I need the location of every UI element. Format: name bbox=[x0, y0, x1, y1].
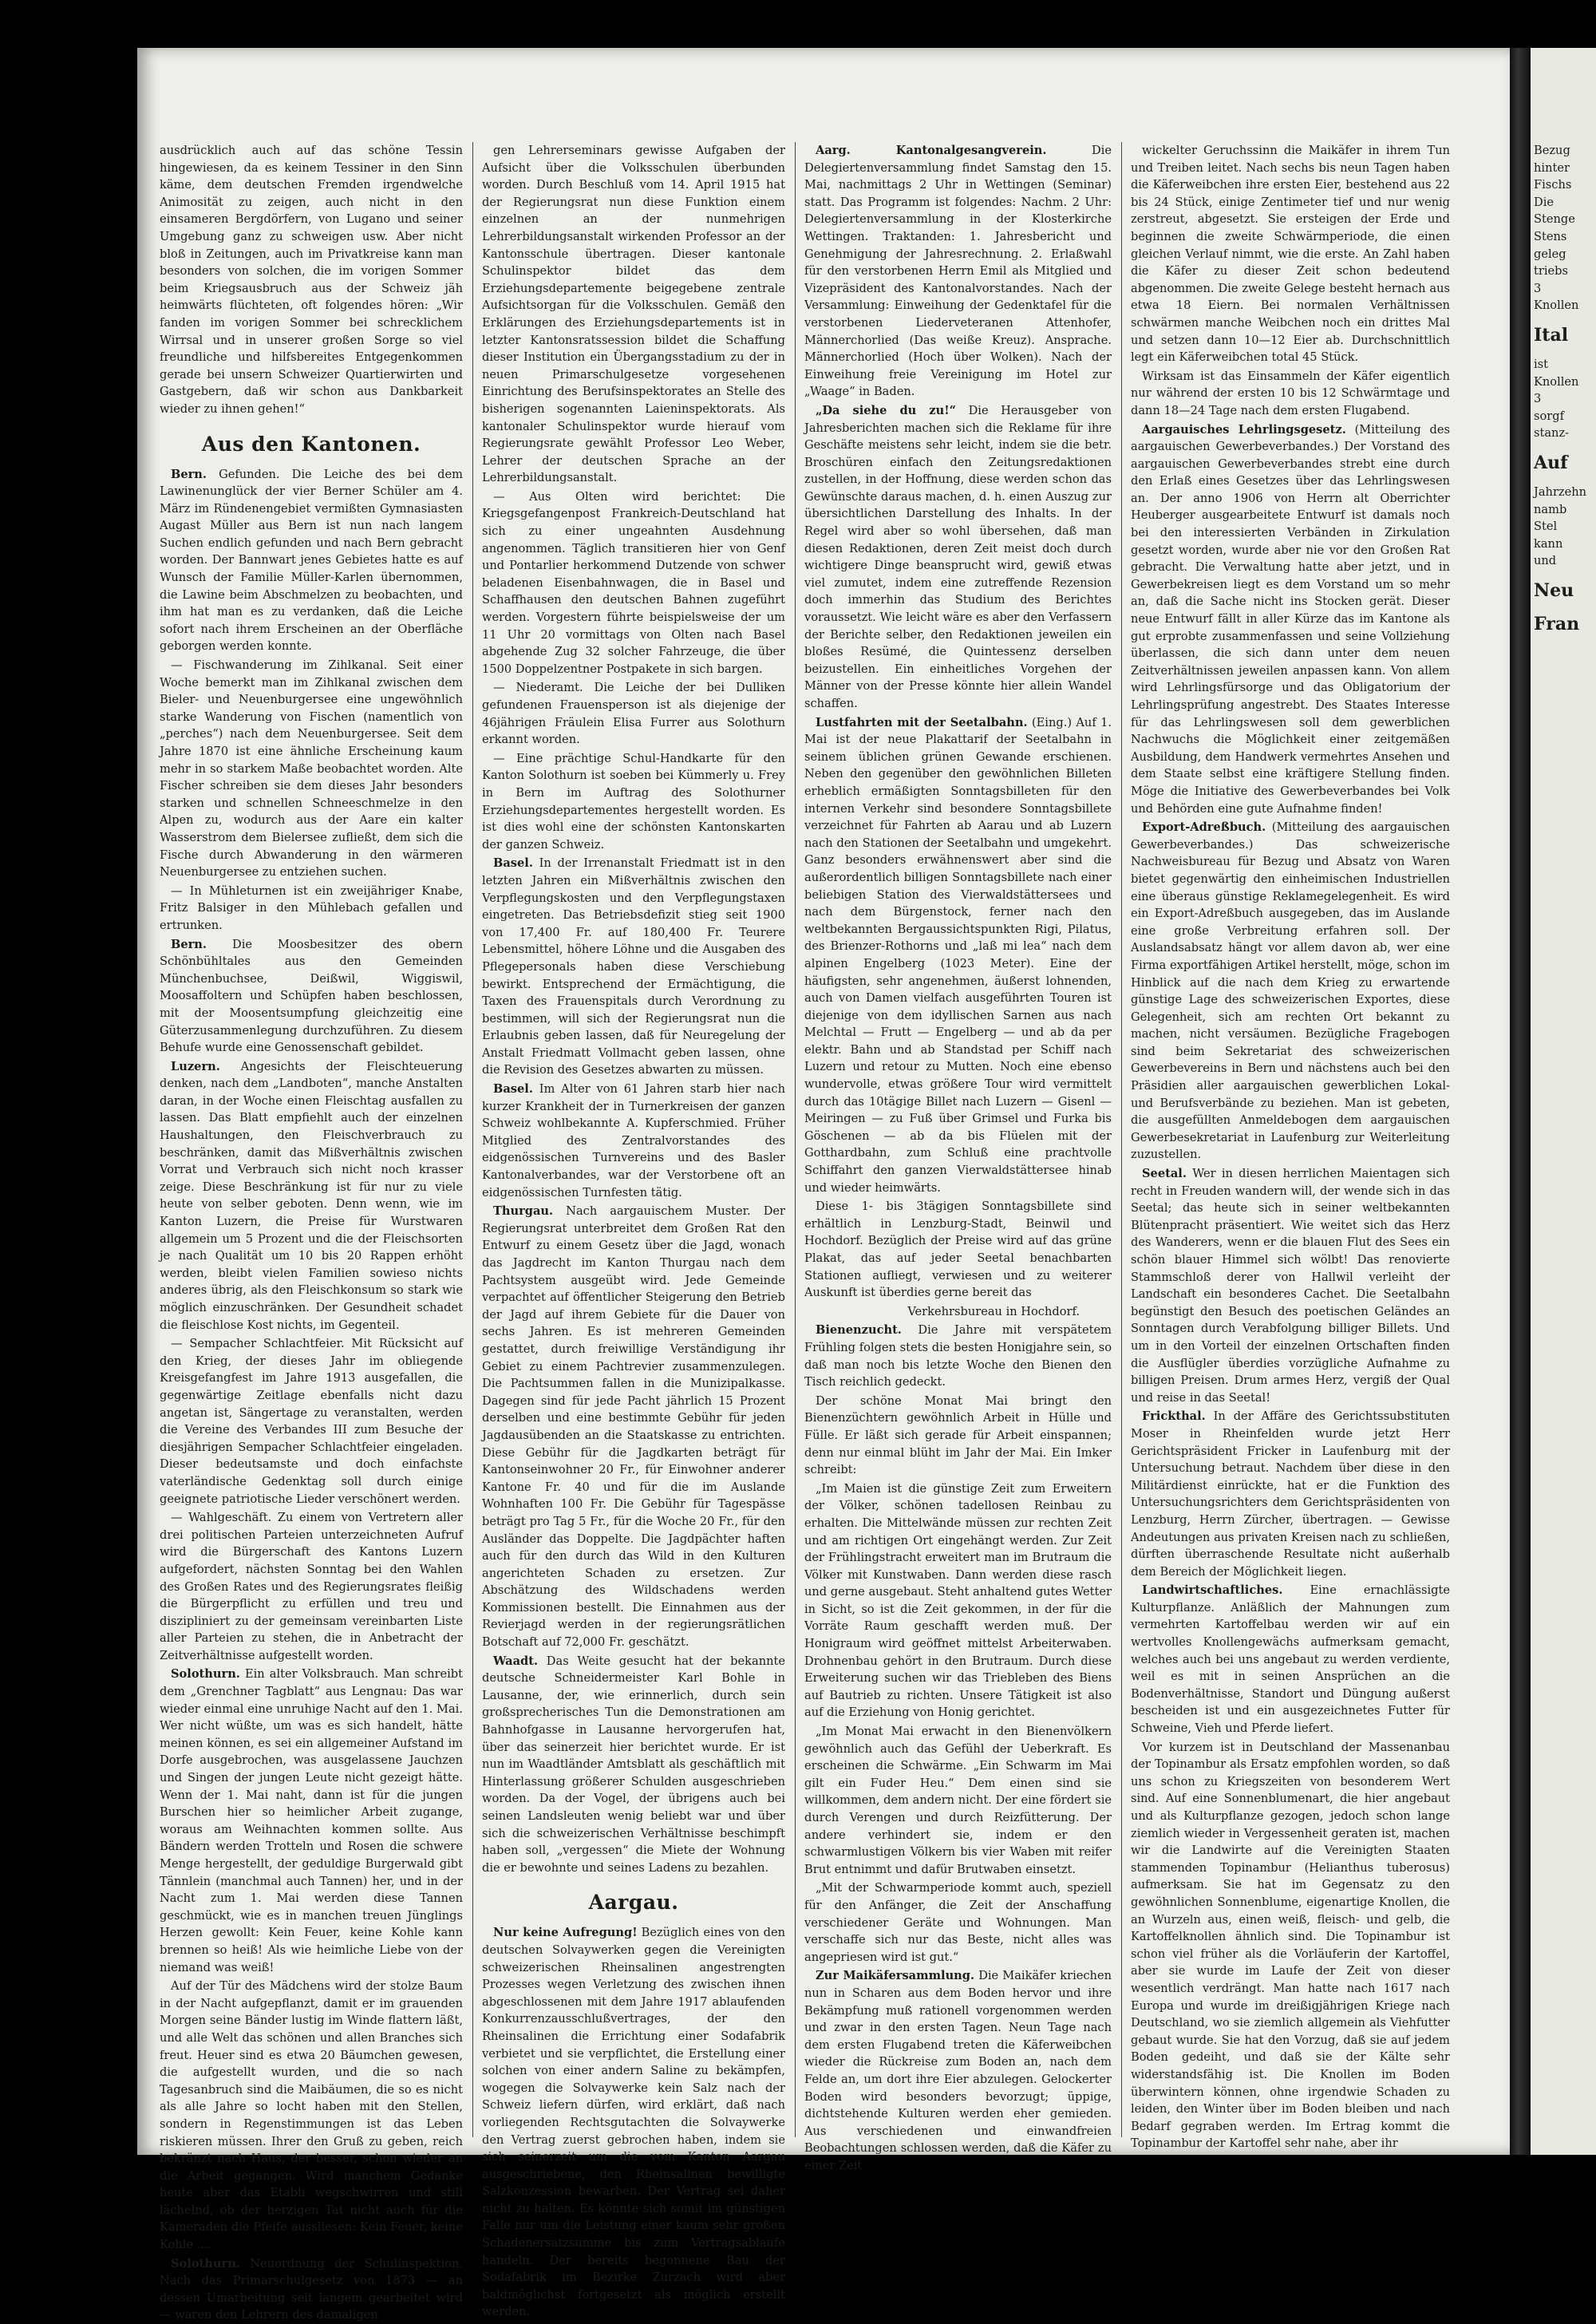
article-text: Vor kurzem ist in Deutschland der Massenanbau der Topinambur als Ersatz empfohlen worden, so daß uns schon zu Kriegszeiten von besonderem Wert sind. Auf eine Sonnenblumenart, die hier angebaut und als Kulturpflanze gezogen, jedoch schon lange ziemlich wieder in Vergessenheit geraten ist, machen wir die Landwirte auf die Vereinigten Staaten stammenden Topinambur (Helianthus tuberosus) aufmerksam. Sie hat im Gegensatz zu den gewöhnlichen Sonnenblume, eigenartige Knollen, die an Wurzeln aus, einen weiß, fleisch- und gelb, die Kartoffelknollen ähnlich sind. Die Topinambur ist schon viel früher als die Vorläuferin der Kartoffel, aber sie wurde im Laufe der Zeit von dieser wesentlich verdrängt. Man hatte nach 1617 nach Europa und wurde im dreißigjährigen Kriege nach Deutschland, wo sie ziemlich allgemein als Viehfutter gebaut wurde. Sie hat den Vorzug, daß sie auf jedem Boden gedeiht, und daß sie der Kälte sehr widerstandsfähig ist. Die Knollen im Boden überwintern können, ohne irgendwie Schaden zu leiden, den Winter über im Boden bleiben und nach Bedarf gegraben werden. Im Ertrag kommt die Topinambur der Kartoffel sehr nahe, aber ihr bbox=[1131, 1741, 1450, 2151]
article-paragraph bbox=[160, 466, 463, 656]
article-lead: Bern. bbox=[171, 468, 207, 481]
scan-left-margin bbox=[0, 0, 137, 2186]
article-paragraph bbox=[804, 1393, 1112, 1479]
article-text: Verkehrsbureau in Hochdorf. bbox=[907, 1305, 1080, 1318]
article-text: Wirksam ist das Einsammeln der Käfer eigentlich nur während der ersten 10 bis 12 Schwärmtage und dann 18—24 Tage nach dem ersten Flugabend. bbox=[1131, 370, 1450, 417]
article-text: — Wahlgeschäft. Zu einem von Vertretern aller drei politischen Parteien unterzeichneten Aufruf wird die Bürgerschaft des Kantons Luzern aufgefordert, nächsten Sonntag bei den Wahlen des Großen Rates und des Regierungsrates fleißig die Bürgerpflicht zu erfüllen und treu und diszipliniert zu der gemeinsam vereinbarten Liste aller Parteien zu stehen, die in Anbetracht der Zeitverhältnisse aufgestellt worden. bbox=[160, 1511, 463, 1662]
article-lead: Waadt. bbox=[493, 1654, 538, 1668]
section-title-text: Aargau. bbox=[482, 1891, 785, 1915]
article-paragraph bbox=[804, 714, 1112, 1197]
article-lead: Seetal. bbox=[1142, 1167, 1187, 1180]
article-paragraph bbox=[804, 1480, 1112, 1721]
article-text: In der Irrenanstalt Friedmatt ist in den letzten Jahren ein Mißverhältnis zwischen den Verpflegungskosten und den Verpflegungstaxen eingetreten. Das Betriebsdefizit stieg seit 1900 von 17,400 Fr. auf 180,400 Fr. Teurere Lebensmittel, höhere Löhne und die Ausgaben des Pflegepersonals haben diese Verschiebung bewirkt. Entsprechend der Ermächtigung, die Taxen des Frauenspitals durch Verordnung zu bestimmen, will sich der Regierungsrat nun die Erlaubnis geben lassen, daß für Neuregelung der Anstalt Friedmatt Vollmacht geben lassen, ohne die Revision des Gesetzes abwarten zu müssen. bbox=[482, 856, 785, 1077]
article-text: Die Maikäfer kriechen nun in Scharen aus dem Boden hervor und ihre Bekämpfung muß rationell vorgenommen werden und zwar in den ersten Tagen. Neun Tage nach dem ersten Flugabend treten die Käferweibchen wieder die Rückreise zum Boden an, nach dem Felde an, um dort ihre Eier abzulegen. Gelockerter Boden wird besonders bevorzugt; üppige, dichtstehende Kulturen werden eher gemieden. Aus verschiedenen und einwandfreien Beobachtungen schlossen werden, daß die Käfer zu einer Zeit bbox=[804, 1969, 1112, 2172]
adjacent-text-fragment: Die bbox=[1534, 194, 1596, 211]
article-paragraph bbox=[160, 1509, 463, 1664]
adjacent-text-fragment: hinter bbox=[1534, 160, 1596, 177]
article-lead: Lustfahrten mit der Seetalbahn. bbox=[816, 716, 1028, 729]
article-paragraph bbox=[482, 1081, 785, 1201]
article-paragraph bbox=[482, 750, 785, 854]
section-title-aargau bbox=[482, 1891, 785, 1915]
adjacent-text-fragment: ist bbox=[1534, 356, 1596, 374]
article-lead: Solothurn. bbox=[171, 1667, 240, 1681]
adjacent-text-fragment: Stenge bbox=[1534, 211, 1596, 228]
adjacent-text-fragment: 3 bbox=[1534, 390, 1596, 408]
article-paragraph bbox=[804, 1303, 1112, 1321]
article-paragraph bbox=[804, 1198, 1112, 1302]
article-text: — Aus Olten wird berichtet: Die Kriegsgefangenpost Frankreich-Deutschland hat sich zu einer ungeahnten Ausdehnung angenommen. Täglich transitieren hier von Genf und Pontarlier herkommend Dutzende von schwer beladenen Eisenbahnwagen, die in Basel und Schaffhausen den deutschen Bahnen zugeführt werden. Vorgestern führte beispielsweise der um 11 Uhr 20 vormittags von Olten nach Basel abgehende Zug 32 solcher Fahrzeuge, die über 1500 Doppelzentner Postpakete in sich bargen. bbox=[482, 490, 785, 676]
article-text: — Niederamt. Die Leiche der bei Dulliken gefundenen Frauensperson ist als diejenige der 46jährigen Fräulein Elisa Furrer aus Solothurn erkannt worden. bbox=[482, 681, 785, 746]
article-text: wickelter Geruchssinn die Maikäfer in ihrem Tun und Treiben leitet. Nach sechs bis neun Tagen haben die Käferweibchen ihre ersten Eier, bestehend aus 22 bis 24 Stück, einige Zentimeter tief und nur wenig zerstreut, abgesetzt. Sie ersteigen der Erde und beginnen die zweite Schwärmperiode, die einen gleichen Verlauf nimmt, wie die erste. An Zahl haben die Käfer zu dieser Zeit schon bedeutend abgenommen. Die zweite Gelege besteht hernach aus etwa 18 Eiern. Bei normalen Verhältnissen schwärmen manche Weibchen noch ein drittes Mal und setzen dann 10—12 Eier ab. Durchschnittlich legt ein Käferweibchen total 45 Stück. bbox=[1131, 144, 1450, 364]
section-title-aus-den-kantonen bbox=[160, 433, 463, 457]
article-text: — Eine prächtige Schul-Handkarte für den Kanton Solothurn ist soeben bei Kümmerly u. Frey in Bern im Auftrag des Solothurner Erziehungsdepartementes hergestellt worden. Es ist dies wohl eine der schönsten Kantonskarten der ganzen Schweiz. bbox=[482, 752, 785, 852]
article-lead: Solothurn. bbox=[171, 2257, 240, 2271]
article-lead: Frickthal. bbox=[1142, 1409, 1206, 1423]
article-text: Neuordnung der Schulinspektion. Nach das Primarschulgesetz von 1873 — an dessen Umarbeitung seit langem gearbeitet wird — waren den Lehrern des damaligen bbox=[160, 2257, 463, 2322]
article-paragraph bbox=[482, 1653, 785, 1877]
article-text: Eine ernachlässigte Kulturpflanze. Anläßlich der Mahnungen zum vermehrten Kartoffelbau werden wir auf ein wertvolles Knollengewächs aufmerksam gemacht, welches auch bei uns angebaut zu werden verdiente, weil es mit in seinen Ansprüchen an die Bodenverhältnisse, Standort und Düngung außerst bescheiden ist und ein ausgezeichnetes Futter für Schweine, Vieh und Pferde liefert. bbox=[1131, 1583, 1450, 1735]
column-rule-3 bbox=[1121, 142, 1122, 2137]
article-text: (Mitteilung des aargauischen Gewerbeverbandes.) Der Vorstand des aargauischen Gewerbeverbandes strebt eine durch den Erlaß eines Gesetzes über das Lehrlingswesen an. Der anno 1906 von Herrn alt Oberrichter Heuberger ausgearbeitete Entwurf ist damals noch bei den interessierten Verbänden in Zirkulation gesetzt worden, wurde aber nie vor den Großen Rat gebracht. Die Verwaltung hatte aber jetzt, und in Gewerbekreisen liegt es dem Vorstand um so mehr an, daß die Sache nicht ins Stocken gerät. Dieser neue Entwurf fällt in aller Kürze das im Kantone als gut erprobte zusammenfassen und seine Vollziehung überlassen, die sich dann unter dem neuen Zeitverhältnissen jeweilen anpassen kann. Von allem wird Lehrlingsfürsorge und das Obligatorium der Lehrlingsprüfung angestrebt. Des Staates Interesse für das Lehrlingswesen soll dem gewerblichen Nachwuchs die Möglichkeit einer zeitgemäßen Ausbildung, dem Handwerk vermehrtes Ansehen und dem Staate selbst eine kräftigere Stellung finden. Möge die Initiative des Gewerbeverbandes bei Volk und Behörden eine gute Aufnahme finden! bbox=[1131, 423, 1450, 816]
article-paragraph bbox=[1131, 819, 1450, 1164]
adjacent-heading-fragment: Auf bbox=[1534, 450, 1596, 476]
article-text: „Im Maien ist die günstige Zeit zum Erweitern der Völker, schönen tadellosen Reinbau zu erhalten. Die Mittelwände müssen zur rechten Zeit und am richtigen Ort eingehängt werden. Zur Zeit der Frühlingstracht erweitert man im Brutraum die Völker mit Kunstwaben. Dann werden diese rasch und gerne ausgebaut. Steht anhaltend gutes Wetter in Sicht, so ist die Zeit gekommen, in der für die Vorräte Raum geschafft werden muß. Der Honigraum wird geöffnet mittelst Arbeiterwaben. Drohnenbau gehört in den Brutraum. Durch diese Erweiterung suchen wir das Triebleben des Biens auf Bautrieb zu richten. Unsere Tätigkeit ist also auf die Erziehung von Honig gerichtet. bbox=[804, 1482, 1112, 1720]
article-paragraph bbox=[160, 2255, 463, 2324]
article-paragraph bbox=[1131, 1582, 1450, 1737]
article-lead: Basel. bbox=[493, 856, 533, 870]
adjacent-text-fragment: Fischs bbox=[1534, 176, 1596, 194]
article-paragraph bbox=[804, 402, 1112, 713]
article-text: „Mit der Schwarmperiode kommt auch, speziell für den Anfänger, die Zeit der Anschaffung verschiedener Geräte und Wohnungen. Man verschaffe sich nur das Beste, nicht alles was angepriesen wird ist gut.“ bbox=[804, 1881, 1112, 1963]
article-text: (Mitteilung des aargauischen Gewerbeverbandes.) Das schweizerische Nachweisbureau für Bezug und Absatz von Waren bietet gegenwärtig den einheimischen Industriellen eine überaus günstige Reklamegelegenheit. Es wird ein Export-Adreßbuch ausgegeben, das im Auslande eine große Verbreitung erfahren soll. Der Auslandsabsatz hängt vor allem davon ab, wer eine Firma exportfähigen Artikel herstellt, möge, schon im Hinblick auf die nach dem Krieg zu erwartende günstige Lage des schweizerischen Exportes, diese Gelegenheit, sich am rechten Ort bekannt zu machen, nicht versäumen. Bezügliche Fragebogen sind beim Sekretariat des schweizerischen Gewerbevereins in Bern und nächstens auch bei den Präsidien aller aargauischen gewerblichen Lokal- und Berufsverbände zu beziehen. Man ist gebeten, die ausgefüllten Anmeldebogen dem aargauischen Gewerbesekretariat in Laufenburg zur Weiterleitung zuzustellen. bbox=[1131, 820, 1450, 1161]
article-paragraph bbox=[1131, 1165, 1450, 1406]
adjacent-text-fragment: namb bbox=[1534, 501, 1596, 519]
column-rule-2 bbox=[795, 142, 796, 2137]
article-paragraph bbox=[482, 679, 785, 748]
article-paragraph bbox=[804, 1723, 1112, 1878]
col4-articles bbox=[1131, 142, 1450, 2152]
adjacent-text-fragment: geleg bbox=[1534, 246, 1596, 263]
col1-articles bbox=[160, 466, 463, 2324]
col2-articles bbox=[482, 142, 785, 1876]
article-paragraph bbox=[1131, 421, 1450, 818]
article-text: Nach aargauischem Muster. Der Regierungsrat unterbreitet dem Großen Rat den Entwurf zu einem Gesetz über die Jagd, wonach das Jagdrecht im Kanton Thurgau nach dem Pachtsystem ausgeübt wird. Jede Gemeinde verpachtet auf öffentlicher Steigerung den Betrieb der Jagd auf ihrem Gebiete für die Dauer von sechs Jahren. Es ist mehreren Gemeinden gestattet, durch freiwillige Verständigung ihr Gebiet zu einem Pachtrevier zusammenzulegen. Die Pachtsummen fallen in die Munizipalkasse. Dagegen sind für jede Pacht jährlich 15 Prozent derselben und eine bestimmte Gebühr für jeden Jagdausübenden an die Staatskasse zu entrichten. Diese Gebühr für die Jagdkarten beträgt für Kantonseinwohner 20 Fr., für Einwohner anderer Kantone Fr. 40 und für die im Auslande Wohnhaften 100 Fr. Die Gebühr für Tagespässe beträgt pro Tag 5 Fr., für die Woche 20 Fr., für den Ausländer das Doppelte. Die Jagdpächter haften auch für den durch das Wild in den Kulturen angerichteten Schaden zu ersetzen. Zur Abschätzung des Wildschadens werden Kommissionen bestellt. Die Einnahmen aus der Revierjagd werden in der regierungsrätlichen Botschaft auf 72,000 Fr. geschätzt. bbox=[482, 1204, 785, 1649]
article-text: Der schöne Monat Mai bringt den Bienenzüchtern gewöhnlich Arbeit in Hülle und Fülle. Er läßt sich gerade für Arbeit einspannen; denn nur einmal blüht im Jahr der Mai. Ein Imker schreibt: bbox=[804, 1394, 1112, 1476]
article-text: „Im Monat Mai erwacht in den Bienenvölkern gewöhnlich auch das Gefühl der Ueberkraft. Es erscheinen die Schwärme. „Ein Schwarm im Mai gilt ein Fuder Heu.“ Dem einen sind sie willkommen, dem andern nicht. Der eine fördert sie durch Verengen und durch Reizfütterung. Der andere verhindert sie, indem er den schwarmlustigen Völkern bis vier Waben mit reifer Brut entnimmt und dafür Brutwaben einsetzt. bbox=[804, 1725, 1112, 1876]
adjacent-text-fragment: 3 bbox=[1534, 280, 1596, 298]
article-paragraph bbox=[160, 936, 463, 1057]
article-lead: Thurgau. bbox=[493, 1204, 553, 1218]
article-lead: Bienenzucht. bbox=[816, 1323, 902, 1337]
article-lead: Basel. bbox=[493, 1082, 533, 1096]
col2-aargau-articles bbox=[482, 1924, 785, 2321]
article-text: Diese 1- bis 3tägigen Sonntagsbillete sind erhältlich in Lenzburg-Stadt, Beinwil und Hochdorf. Bezüglich der Preise wird auf das grüne Plakat, das auf jeder Seetal benachbarten Stationen aufliegt, verwiesen und zu weiterer Auskunft ist überdies gerne bereit das bbox=[804, 1200, 1112, 1299]
adjacent-text-fragment: Bezug bbox=[1534, 142, 1596, 160]
article-paragraph bbox=[482, 1924, 785, 2321]
article-paragraph bbox=[160, 1666, 463, 1976]
article-text: gen Lehrerseminars gewisse Aufgaben der Aufsicht über die Volksschulen überbunden worden. Durch Beschluß vom 14. April 1915 hat der Regierungsrat nun diese Funktion einem einzelnen an der nunmehrigen Lehrerbildungsanstalt wirkenden Professor an der Kantonsschule übertragen. Dieser kantonale Schulinspektor bildet das dem Erziehungsdepartemente beigegebene zentrale Aufsichtsorgan für die Volksschulen. Gemäß den Erklärungen des Erziehungsdepartements ist in letzter Kantonsratssession bildet die Schaffung dieser Institution ein Übergangsstadium zu der in neuen Primarschulgesetze vorgesehenen Einrichtung des Berufsinspektorates an Stelle des bisherigen sogenannten Laieninspektorats. Als kantonaler Schulinspektor wurde hierauf vom Regierungsrate gewählt Professor Leo Weber, Lehrer der deutschen Sprache an der Lehrerbildungsanstalt. bbox=[482, 144, 785, 484]
article-text: Die Herausgeber von Jahresberichten machen sich die Reklame für ihre Geschäfte meistens sehr leicht, indem sie die betr. Broschüren einfach den Zeitungsredaktionen zustellen, in der Hoffnung, diese werden schon das Gewünschte daraus machen, d. h. einen Auszug zur übersichtlichen Darstellung des Inhalts. In der Regel wird aber so wohl übersehen, daß man diesen Redaktionen, deren Zeit meist doch durch wichtigere Dinge beansprucht wird, gewiß etwas viel zumutet, indem eine zutreffende Rezension doch immerhin das Studium des Berichtes voraussetzt. Wie leicht wäre es aber den Verfassern der Berichte selber, den Redaktionen jeweilen ein bloßes Resümé, die Quintessenz derselben beizustellen. Ein einheitliches Vorgehen der Männer von der Presse könnte hier allein Wandel schaffen. bbox=[804, 404, 1112, 710]
article-paragraph bbox=[804, 1322, 1112, 1390]
article-lead: Nur keine Aufregung! bbox=[493, 1926, 638, 1939]
article-paragraph bbox=[160, 1058, 463, 1334]
adjacent-text-fragment: kann bbox=[1534, 536, 1596, 553]
adjacent-text-fragment: und bbox=[1534, 552, 1596, 570]
article-text: — Sempacher Schlachtfeier. Mit Rücksicht auf den Krieg, der dieses Jahr im obliegende Kreisgefangfest im Jahre 1913 ausgefallen, die gegenwärtige Zeitlage ebenfalls nicht dazu angetan ist, Sängertage zu veranstalten, werden die Vereine des Verbandes III zum Besuche der diesjährigen Sempacher Schlachtfeier eingeladen. Dieser bedeutsamste und doch einfachste vaterländische Gedenktag soll durch einige geeignete patriotische Lieder verschönert werden. bbox=[160, 1337, 463, 1505]
article-text: — In Mühleturnen ist ein zweijähriger Knabe, Fritz Balsiger in den Mühlebach gefallen und ertrunken. bbox=[160, 884, 463, 932]
article-paragraph bbox=[482, 488, 785, 678]
article-lead: Landwirtschaftliches. bbox=[1142, 1583, 1282, 1597]
adjacent-heading-fragment: Ital bbox=[1534, 322, 1596, 348]
article-paragraph bbox=[804, 1967, 1112, 2174]
article-paragraph bbox=[160, 1978, 463, 2254]
col3-articles bbox=[804, 142, 1112, 2174]
article-paragraph bbox=[804, 142, 1112, 401]
adjacent-text-fragment: Knollen bbox=[1534, 374, 1596, 391]
adjacent-page-edge bbox=[1531, 48, 1596, 2155]
article-text: Die Delegiertenversammlung findet Samstag den 15. Mai, nachmittags 2 Uhr in Wettingen (Seminar) statt. Das Programm ist folgendes: Nachm. 2 Uhr: Delegiertenversammlung in der Klosterkirche Wettingen. Traktanden: 1. Jahresbericht und Genehmigung der Jahresrechnung. 2. Erlaßwahl für den verstorbenen Herrn Emil als Mitglied und Vizepräsident des Kantonalvorstandes. Nach der Versammlung: Einweihung der Gedenktafel für die verstorbenen Liederveteranen Attenhofer, Männerchorlied (Das weiße Kreuz). Ansprache. Männerchorlied (Hoch über Wolken). Nach der Einweihung freie Vereinigung im Hotel zur „Waage“ in Baden. bbox=[804, 144, 1112, 398]
article-lead: Bern. bbox=[171, 938, 207, 951]
article-paragraph bbox=[160, 657, 463, 881]
adjacent-text-fragment: triebs bbox=[1534, 263, 1596, 280]
article-text: (Eing.) Auf 1. Mai ist der neue Plakattarif der Seetalbahn in seinem üblichen grünen Gewande erschienen. Neben den gegenüber den gewöhnlichen Billeten erheblich ermäßigten Sonntagsbilleten für den internen Verkehr sind besondere Sonntagsbillete verzeichnet für Fahrten ab Aarau und ab Luzern nach den Stationen der Seetalbahn und umgekehrt. Ganz besonders erwähnenswert aber sind die außerordentlich billigen Sonntagsbillete nach einer beliebigen Station des Vierwaldstättersees und nach dem Bürgenstock, ferner nach den weltbekannten Bergaussichtspunkten Rigi, Pilatus, des Brienzer-Rothorns und „laß mi lea“ nach dem alpinen Engelberg (1023 Meter). Eine der häufigsten, sehr angenehmen, äußerst lohnenden, auch von Damen vielfach ausgeführten Touren ist diejenige von dem idyllischen Sarnen aus nach Melchtal — Frutt — Engelberg — und ab da per elektr. Bahn und ab Standstad per Schiff nach Luzern und retour zu Mutten. Noch eine ebenso wundervolle, etwas größere Tour wird vermittelt durch das 10tägige Billet nach Luzern — Gisenl — Meiringen — zu Fuß über Grimsel und Furka bis Göschenen — ab da bis Flüelen mit der Gotthardbahn, zum Schluß eine prachtvolle Schiffahrt den ganzen Vierwaldstättersee hinab und wieder heimwärts. bbox=[804, 716, 1112, 1195]
article-text: Wer in diesen herrlichen Maientagen sich recht in Freuden wandern will, der wende sich in das Seetal; das heute sich in seiner weltbekannten Blütenpracht präsentiert. Wie weitet sich das Herz des Wanderers, wenn er die blauen Flut des Sees ein schön blauer Himmel sich wölbt! Das renovierte Stammschloß derer von Hallwil verleiht der Landschaft ein besonderes Cachet. Die Seetalbahn begünstigt den Besuch des poetischen Geländes an Sonntagen durch Verabfolgung billiger Billets. Und um in den Vorteil der einzelnen Ortschaften finden die Ausflügler überdies vorzügliche Aufnahme zu billigen Preisen. Drum armes Herz, vergiß der Qual und reise in das Seetal! bbox=[1131, 1167, 1450, 1405]
article-text: Auf der Tür des Mädchens wird der stolze Baum in der Nacht aufgepflanzt, damit er im grauenden Morgen seine Bänder lustig im Winde flattern läßt, und alle Welt das schönen und allen Branches sich freut. Heuer sind es etwa 20 Bäumchen gewesen, die aufgestellt wurden, und die so nach Tagesanbruch sind die Maibäumen, die so es nicht als alle Jahre so locht haben mit den Stellen, sondern in Regenstimmungen ist das Leben riskieren müssen. Ihrer den Gruß zu geben, reich bekränzt nach Haus, der besser, schon wieder an die Arbeit gegangen. Wird manchem Gedanke heute aber das Etabli wegschwirren und still lächelnd, ob der herzigen Tat nicht auch für die Kameraden die Pfeife aussliesen: Kein Feuer, keine Kohle .... bbox=[160, 1979, 463, 2251]
column-rule-1 bbox=[472, 142, 473, 2137]
article-text: Gefunden. Die Leiche des bei dem Lawinenunglück der vier Berner Schüler am 4. März im Ründenengebiet vermißten Gymnasiasten Augast Müller aus Bern ist nun nach langem Suchen endlich gefunden und nach Bern gebracht worden. Der Bannwart jenes Gebietes hatte es auf Wunsch der Familie Müller-Karlen übernommen, die Lawine beim Abschmelzen zu beobachten, und ihm hat man es zu verdanken, daß die Leiche sofort nach ihrem Erscheinen an der Oberfläche geborgen werden konnte. bbox=[160, 468, 463, 654]
article-paragraph bbox=[1131, 1739, 1450, 2152]
column-3 bbox=[804, 142, 1112, 2137]
article-paragraph bbox=[482, 1203, 785, 1650]
book-spine bbox=[1510, 48, 1531, 2155]
adjacent-text-fragment: Stens bbox=[1534, 228, 1596, 246]
adjacent-page-text bbox=[1531, 48, 1596, 637]
adjacent-text-fragment: sorgf bbox=[1534, 408, 1596, 425]
article-paragraph bbox=[1131, 142, 1450, 366]
article-text: Ein alter Volksbrauch. Man schreibt dem „Grenchner Tagblatt“ aus Lengnau: Das war wieder einmal eine unruhige Nacht auf den 1. Mai. Wer nicht wüßte, um was es sich handelt, hätte meinen können, es sei ein allgemeiner Aufstand im Dorfe ausgebrochen, was ausgelassene Jauchzen und Singen der jungen Leute nicht gezeigt hätte. Wenn der 1. Mai naht, dann ist für die jungen Burschen hier so heimlicher Arbeit zugange, woraus am Weihnachten kommen sollte. Aus Bändern werden Trotteln und Rosen die schwere Menge hergestellt, der geduldige Burgerwald gibt Tännlein (manchmal auch Tannen) her, und in der Nacht zum 1. Mai werden diese Tannen geschmückt, wie es in manchen treuen Jünglings Herzen gewollt: Kein Feuer, keine Kohle kann brennen so heiß! Als wie heimliche Liebe von der niemand was weiß! bbox=[160, 1667, 463, 1974]
adjacent-heading-fragment: Fran bbox=[1534, 611, 1596, 637]
article-lead: „Da siehe du zu!“ bbox=[816, 404, 956, 417]
column-4 bbox=[1131, 142, 1450, 2137]
article-lead: Zur Maikäfersammlung. bbox=[816, 1969, 974, 1982]
article-paragraph bbox=[1131, 1408, 1450, 1580]
article-paragraph bbox=[160, 883, 463, 935]
article-lead: Aargauisches Lehrlingsgesetz. bbox=[1142, 423, 1346, 437]
article-text: Die Moosbesitzer des obern Schönbühltales aus den Gemeinden Münchenbuchsee, Deißwil, Wiggiswil, Moosaffoltern und Schüpfen haben beschlossen, mit der Moosentsumpfung gleichzeitig eine Güterzusammenlegung durchzuführen. Zu diesem Behufe wurde eine Genossenschaft gebildet. bbox=[160, 938, 463, 1055]
article-paragraph bbox=[1131, 368, 1450, 420]
article-text: Angesichts der Fleischteuerung denken, nach dem „Landboten“, manche Anstalten daran, in der Woche einen Fleischtag ausfallen zu lassen. Das Blatt empfiehlt auch der einzelnen Haushaltungen, den Fleischverbrauch zu beschränken, damit das Mißverhältnis zwischen Vorrat und Verbrauch sich nicht noch krasser zeige. Diese Beschränkung ist für nur zu viele heute von selber geboten. Denn wenn, wie im Kanton Luzern, die Preise für Wurstwaren allgemein um 5 Prozent und die der Fleischsorten je nach Qualität um 10 bis 20 Rappen erhöht werden, bleibt vielen Familien sowieso nichts anderes übrig, als den Fleischkonsum so stark wie möglich einzuschränken. Der Gesundheit schadet die fleischlose Kost nichts, im Gegenteil. bbox=[160, 1060, 463, 1332]
section-title-text: Aus den Kantonen. bbox=[160, 433, 463, 457]
column-2 bbox=[482, 142, 785, 2137]
article-lead: Aarg. Kantonalgesangverein. bbox=[816, 144, 1046, 157]
article-text: In der Affäre des Gerichtssubstituten Moser in Rheinfelden wurde jetzt Herr Gerichtspräsident Fricker in Laufenburg mit der Untersuchung betraut. Nachdem über diese in den Militärdienst einrückte, hat er die Funktion des Untersuchungsrichters dem Gerichtspräsidenten von Lenzburg, Herrn Zürcher, übertragen. — Gewisse Andeutungen aus privaten Kreisen nach zu schließen, dürften überraschende Resultate nicht außerhalb dem Bereich der Möglichkeit liegen. bbox=[1131, 1409, 1450, 1578]
article-paragraph bbox=[482, 142, 785, 487]
article-text: Das Weite gesucht hat der bekannte deutsche Schneidermeister Karl Bohle in Lausanne, der, wie erinnerlich, durch sein großsprecherisches Tun die Demonstrationen am Bahnhofgasse in Lausanne hervorgerufen hat, über das seinerzeit hier berichtet wurde. Er ist nun im Waadtländer Amtsblatt als geschäftlich mit Hinterlassung größerer Schulden ausgeschrieben worden. Da der Vogel, der übrigens auch bei seinen Landsleuten wenig beliebt war und über sich die schweizerischen Verhältnisse beschimpft haben soll, „vergessen“ die Miete der Wohnung die er bewohnte und seines Ladens zu bezahlen. bbox=[482, 1654, 785, 1875]
col1-intro: ausdrücklich auch auf das schöne Tessin hingewiesen, da es keinem Tessiner in den Sinn käme, dem deutschen Fremden irgendwelche Animosität zu zeigen, auch nicht in den einsameren Bergdörfern, von Lugano und seiner Umgebung ganz zu schweigen usw. Aber nicht bloß in Zeitungen, auch im Privatkreise kann man besonders von solchen, die im vorigen Sommer beim Kriegsausbruch aus der Schweiz jäh heimwärts flüchteten, oft folgendes hören: „Wir fanden im vorigen Sommer bei schrecklichem Wirrsal und in unserer großen Sorge so viel freundliche und hilfsbereites Entgegenkommen gerade bei unsern Schweizer Quartierwirten und Gastgebern, daß wir schon aus Dankbarkeit wieder zu ihnen gehen!“ bbox=[160, 142, 463, 418]
adjacent-text-fragment: Stel bbox=[1534, 518, 1596, 536]
article-paragraph bbox=[482, 855, 785, 1079]
article-text: — Fischwanderung im Zihlkanal. Seit einer Woche bemerkt man im Zihlkanal zwischen dem Bieler- und Neuenburgersee eine ungewöhnlich starke Wanderung von Fischen (namentlich von „perches“) nach dem Neuenburgersee. Seit dem Jahre 1870 ist eine ähnliche Erscheinung kaum mehr in so starkem Maße beobachtet worden. Alte Fischer schreiben sie dem dieses Jahr besonders starken und schnellen Schneeschmelze in den Alpen zu, wodurch aus der Aare ein kalter Wasserstrom dem Bielersee zufließt, dem sich die Fische durch Abwanderung in den wärmeren Neuenburgersee zu entziehen suchen. bbox=[160, 658, 463, 879]
adjacent-text-fragment: Knollen bbox=[1534, 297, 1596, 314]
article-text: Die Jahre mit verspätetem Frühling folgen stets die besten Honigjahre sein, so daß man noch bis letzte Woche den Bienen den Tisch reichlich gedeckt. bbox=[804, 1323, 1112, 1389]
article-text: Im Alter von 61 Jahren starb hier nach kurzer Krankheit der in Turnerkreisen der ganzen Schweiz wohlbekannte A. Kupferschmied. Früher Mitglied des Zentralvorstandes des eidgenössischen Turnvereins und des Basler Kantonalverbandes, war der Verstorbene oft an eidgenössischen Turnfesten tätig. bbox=[482, 1082, 785, 1200]
article-lead: Export-Adreßbuch. bbox=[1142, 820, 1266, 834]
adjacent-heading-fragment: Neu bbox=[1534, 578, 1596, 603]
article-lead: Luzern. bbox=[171, 1060, 220, 1073]
adjacent-text-fragment: Jahrzehn bbox=[1534, 484, 1596, 501]
article-text: Bezüglich eines von den deutschen Solvaywerken gegen die Vereinigten schweizerischen Rheinsalinen angestrengten Prozesses wegen Verletzung des zwischen ihnen abgeschlossenen mit dem Jahre 1917 ablaufenden Konkurrenzausschlußvertrages, der den Rheinsalinen die Errichtung einer Sodafabrik verbietet und sie verpflichtet, die Erstellung einer solchen von einer andern Saline zu bekämpfen, wogegen die Solvaywerke kein Salz nach der Schweiz liefern dürfen, wird erklärt, daß nach vorliegenden Rechtsgutachten die Solvaywerke den Vertrag zuerst gebrochen haben, indem sie sich seinerzeit um die vom Kanton Aargau ausgeschriebene, den Rheinsalinen bewilligte Salzkonzession bewarben. Der Vertrag sei daher nicht zu halten. Es könnte sich somit im günstigen Falle nur um die Leistung einer kaum sehr großen Schadenersatzsumme bis zum Vertragsablaufe handeln. Der bereits begonnene Bau der Sodafabrik im Bezirke Zurzach wird aber baldmöglichst fortgesetzt als möglich erstellt werden. bbox=[482, 1926, 785, 2318]
column-1 bbox=[160, 142, 463, 2137]
newspaper-page bbox=[137, 48, 1510, 2155]
adjacent-text-fragment: stanz- bbox=[1534, 425, 1596, 442]
article-paragraph bbox=[160, 1335, 463, 1508]
article-paragraph bbox=[804, 1879, 1112, 1966]
